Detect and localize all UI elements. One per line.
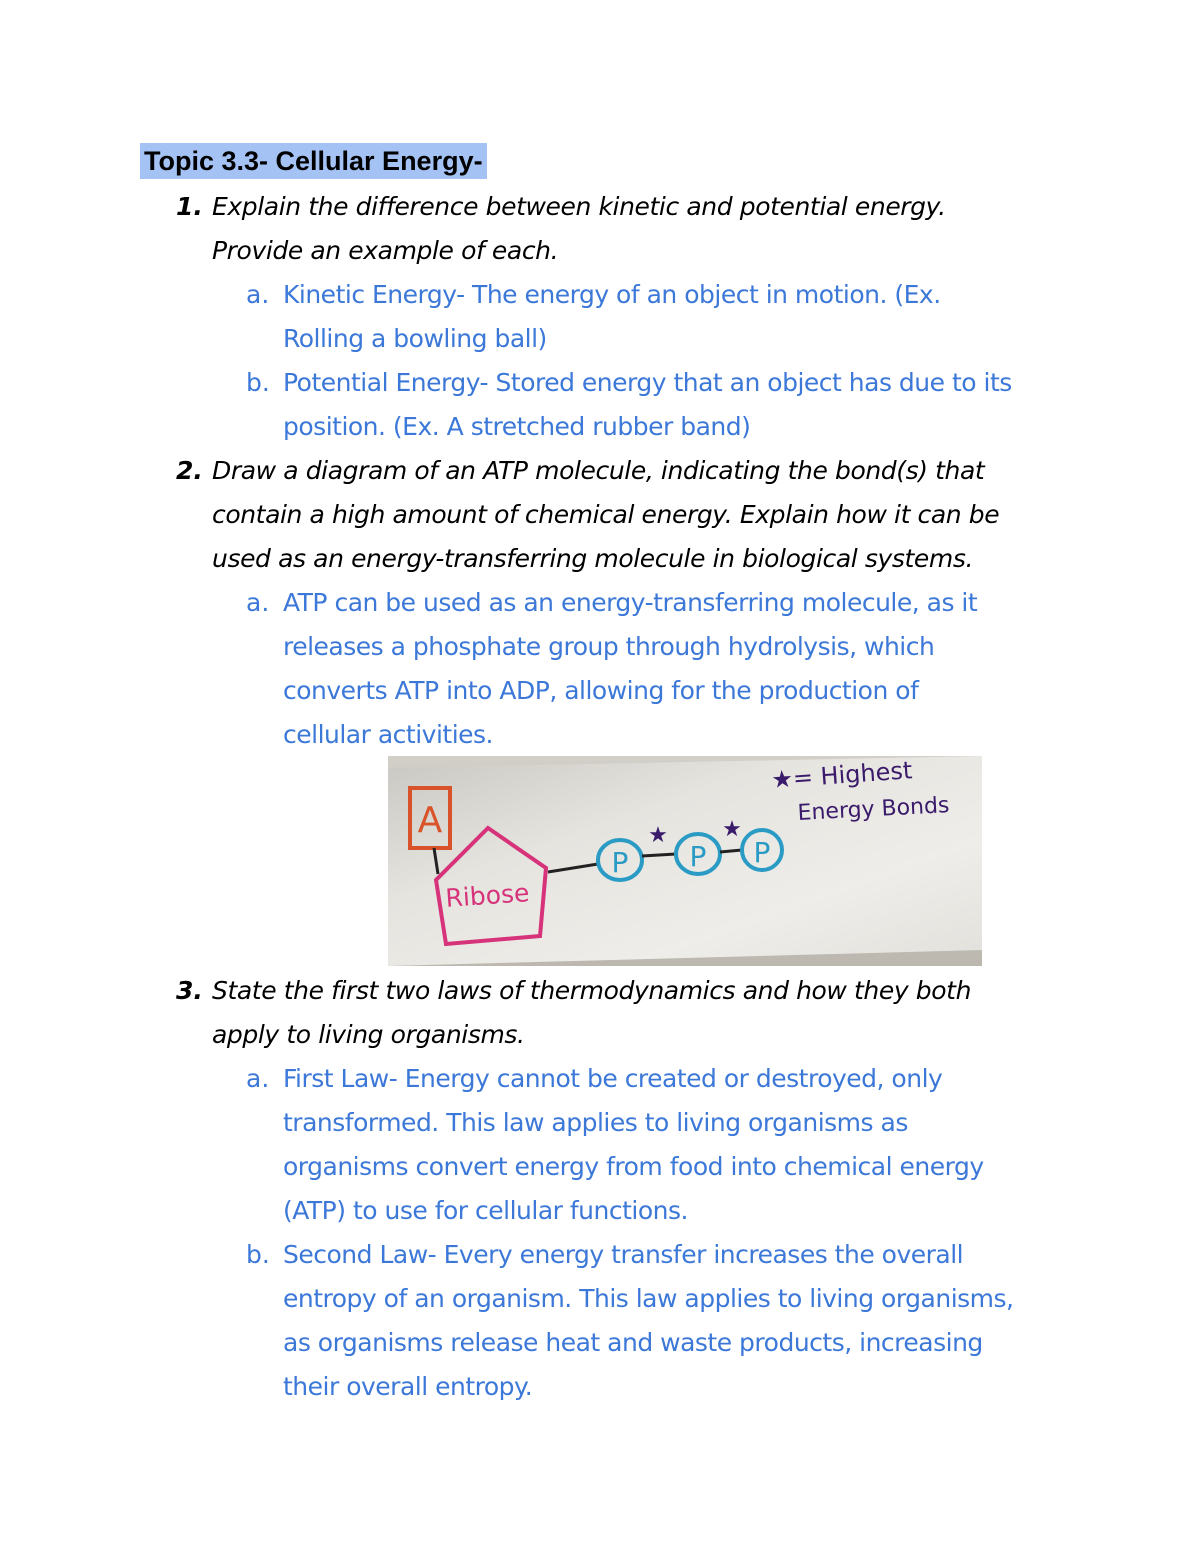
- question-text-line: used as an energy-transferring molecule in biological systems.: [212, 544, 974, 573]
- answer-text-line: cellular activities.: [283, 720, 494, 749]
- phosphate-label-3: P: [753, 836, 771, 869]
- answer-text-line: entropy of an organism. This law applies to living organisms,: [283, 1284, 1014, 1313]
- question-text-line: Explain the difference between kinetic and potential energy.: [212, 192, 946, 221]
- answer-text-line: as organisms release heat and waste products, increasing: [283, 1328, 983, 1357]
- answer-letter: a.: [246, 588, 270, 617]
- star-icon: ★: [722, 817, 742, 842]
- high-energy-bond-2: [720, 850, 742, 852]
- legend-line-2: Energy Bonds: [797, 793, 951, 826]
- answer-text-line: organisms convert energy from food into chemical energy: [283, 1152, 984, 1181]
- question-text-line: Draw a diagram of an ATP molecule, indicating the bond(s) that: [212, 456, 985, 485]
- answer-text-line: (ATP) to use for cellular functions.: [283, 1196, 688, 1225]
- answer-letter: a.: [246, 280, 270, 309]
- answer-text-line: First Law- Energy cannot be created or destroyed, only: [283, 1064, 943, 1093]
- answer-letter: a.: [246, 1064, 270, 1093]
- question-number: 3.: [176, 976, 203, 1005]
- question-number: 2.: [176, 456, 203, 485]
- answer-text-line: transformed. This law applies to living organisms as: [283, 1108, 908, 1137]
- answer-text-line: Second Law- Every energy transfer increases the overall: [283, 1240, 964, 1269]
- answer-letter: b.: [246, 1240, 270, 1269]
- question-text-line: contain a high amount of chemical energy. Explain how it can be: [212, 500, 1000, 529]
- page-title: Topic 3.3- Cellular Energy-: [140, 143, 487, 179]
- adenine-label: A: [417, 800, 443, 841]
- high-energy-bond-1: [642, 854, 676, 856]
- answer-letter: b.: [246, 368, 270, 397]
- phosphate-label-1: P: [611, 846, 629, 879]
- phosphate-label-2: P: [689, 840, 707, 873]
- star-icon: ★: [648, 823, 668, 848]
- paper-sheet: [388, 756, 982, 966]
- answer-text-line: position. (Ex. A stretched rubber band): [283, 412, 751, 441]
- answer-text-line: ATP can be used as an energy-transferring molecule, as it: [283, 588, 978, 617]
- answer-text-line: Rolling a bowling ball): [283, 324, 547, 353]
- atp-diagram-photo: [388, 756, 982, 966]
- answer-text-line: Potential Energy- Stored energy that an object has due to its: [283, 368, 1012, 397]
- question-text-line: apply to living organisms.: [212, 1020, 525, 1049]
- question-number: 1.: [176, 192, 203, 221]
- answer-text-line: Kinetic Energy- The energy of an object in motion. (Ex.: [283, 280, 941, 309]
- answer-text-line: converts ATP into ADP, allowing for the production of: [283, 676, 919, 705]
- answer-text-line: their overall entropy.: [283, 1372, 533, 1401]
- legend-line-1: ★= Highest: [770, 756, 914, 794]
- question-text-line: Provide an example of each.: [212, 236, 559, 265]
- ribose-label: Ribose: [444, 878, 531, 913]
- answer-text-line: releases a phosphate group through hydrolysis, which: [283, 632, 935, 661]
- question-text-line: State the first two laws of thermodynamics and how they both: [212, 976, 972, 1005]
